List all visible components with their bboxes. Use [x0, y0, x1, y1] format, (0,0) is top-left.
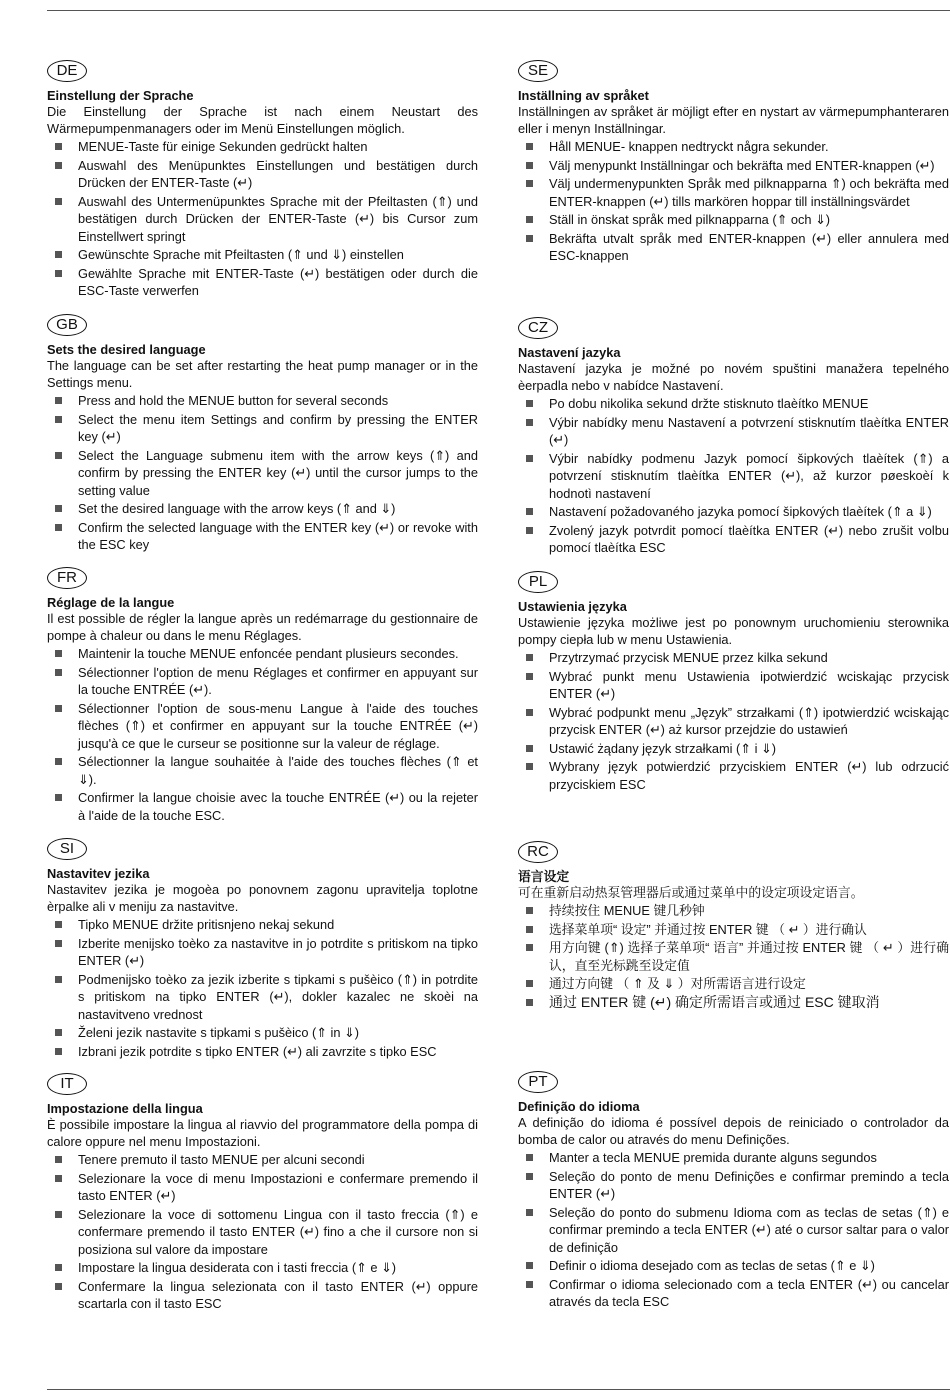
- list-item: [47, 1278, 478, 1313]
- steps-list: [518, 138, 949, 265]
- step-text: Manter a tecla MENUE premida durante alguns segundos: [549, 1150, 877, 1165]
- step-text: Selezionare la voce di sottomenu Lingua con il tasto freccia (⇑) e confermare premendo il tasto ENTER (↵) fino a che il cursore non si posiziona sul valore da impostare: [78, 1206, 478, 1257]
- section-heading: Nastavení jazyka: [518, 345, 621, 360]
- step-text: Wybrać podpunkt menu „Język” strzałkami (⇑) ipotwierdzić wciskając przycisk ENTER (↵) aż kursor przejdzie do ustawień: [549, 704, 949, 737]
- square-bullet-icon: [526, 1173, 533, 1180]
- section-heading: Inställning av språket: [518, 88, 649, 103]
- step-text: Przytrzymać przycisk MENUE przez kilka sekund: [549, 650, 828, 665]
- list-item: [47, 138, 478, 156]
- section-intro: Ustawienie języka możliwe jest po ponownym uruchomieniu sterownika pompy ciepła lub w menu Ustawienia.: [518, 615, 949, 647]
- step-text: Gewählte Sprache mit ENTER-Taste (↵) bestätigen oder durch die ESC-Taste verwerfen: [78, 265, 478, 298]
- step-text: Välj undermenypunkten Språk med pilknapparna ⇑) och bekräfta med ENTER-knappen (↵) tills markören hoppar till inställningsvärdet: [549, 176, 949, 209]
- list-item: [518, 1168, 949, 1203]
- step-text: Nastavení požadovaného jazyka pomocí šipkových tlaèítek (⇑ a ⇓): [549, 504, 932, 519]
- step-text: Wybrany język potwierdzić przyciskiem ENTER (↵) lub odrzucić przyciskiem ESC: [549, 759, 949, 792]
- section-cz: [518, 317, 949, 558]
- step-text: Auswahl des Untermenüpunktes Sprache mit der Pfeiltasten (⇑) und bestätigen durch Drücken der ENTER-Taste (↵) bis Cursor zum Einstellwert springt: [78, 193, 478, 244]
- list-item: [518, 668, 949, 703]
- step-text: Ustawić żądany język strzałkami (⇑ i ⇓): [549, 740, 776, 756]
- section-intro: 可在重新启动热泵管理器后或通过菜单中的设定项设定语言。: [518, 885, 864, 900]
- step-text: 通过 ENTER 键 (↵) 确定所需语言或通过 ESC 键取消: [549, 993, 880, 1010]
- square-bullet-icon: [55, 1264, 62, 1271]
- square-bullet-icon: [526, 1262, 533, 1269]
- square-bullet-icon: [55, 1156, 62, 1163]
- step-text: MENUE-Taste für einige Sekunden gedrückt halten: [78, 139, 368, 154]
- list-item: [47, 1206, 478, 1259]
- step-text: Set the desired language with the arrow keys (⇑ and ⇓): [78, 501, 396, 516]
- list-item: [518, 649, 949, 667]
- step-text: Výbir nabídky podmenu Jazyk pomocí šipkových tlaèítek (⇑) a potvrzení stisknutím tlaèítka ENTER (↵), až kurzor pøeskoèí k hodnotì nastavení: [549, 450, 949, 501]
- step-text: Sélectionner l'option de menu Réglages et confirmer en appuyant sur la touche ENTRÉE (↵).: [78, 664, 478, 697]
- square-bullet-icon: [526, 162, 533, 169]
- square-bullet-icon: [55, 452, 62, 459]
- list-item: [47, 500, 478, 518]
- list-item: [518, 414, 949, 449]
- step-text: Želeni jezik nastavite s tipkami s pušèico (⇑ in ⇓): [78, 1025, 360, 1040]
- square-bullet-icon: [55, 524, 62, 531]
- list-item: [518, 138, 949, 156]
- square-bullet-icon: [55, 1175, 62, 1182]
- section-intro: Nastavení jazyka je možné po novém spuštini manažera tepelného èerpadla nebo v nabídce Nastavení.: [518, 361, 949, 393]
- square-bullet-icon: [526, 999, 533, 1006]
- section-si: [47, 838, 478, 1061]
- list-item: [518, 921, 949, 939]
- square-bullet-icon: [526, 455, 533, 462]
- list-item: [47, 916, 478, 934]
- square-bullet-icon: [526, 926, 533, 933]
- step-text: Definir o idioma desejado com as teclas de setas (⇑ e ⇓): [549, 1258, 875, 1273]
- steps-list: [47, 1151, 478, 1313]
- list-item: [518, 211, 949, 229]
- square-bullet-icon: [526, 763, 533, 770]
- square-bullet-icon: [526, 654, 533, 661]
- step-text: Confermare la lingua selezionata con il tasto ENTER (↵) oppure scartarla con il tasto ESC: [78, 1278, 478, 1311]
- square-bullet-icon: [55, 1048, 62, 1055]
- step-text: Sélectionner la langue souhaitée à l'aide des touches flèches (⇑ et ⇓).: [78, 754, 478, 787]
- top-rule: [47, 10, 950, 11]
- list-item: [47, 1151, 478, 1169]
- square-bullet-icon: [55, 505, 62, 512]
- step-text: 持续按住 MENUE 键几秒钟: [549, 903, 705, 918]
- list-item: [47, 447, 478, 500]
- list-item: [518, 522, 949, 557]
- section-intro: È possibile impostare la lingua al riavvio del programmatore della pompa di calore oppure nel menu Impostazioni.: [47, 1117, 478, 1149]
- list-item: [47, 411, 478, 446]
- square-bullet-icon: [526, 1154, 533, 1161]
- step-text: Maintenir la touche MENUE enfoncée pendant plusieurs secondes.: [78, 646, 459, 661]
- step-text: Select the Language submenu item with the arrow keys (⇑) and confirm by pressing the ENTER key (↵) until the cursor jumps to the setting value: [78, 447, 478, 498]
- language-badge: PL: [518, 571, 558, 593]
- language-badge: FR: [47, 567, 87, 589]
- list-item: [518, 230, 949, 265]
- steps-list: [518, 902, 949, 1011]
- square-bullet-icon: [55, 397, 62, 404]
- language-badge: SI: [47, 838, 87, 860]
- step-text: Confirm the selected language with the ENTER key (↵) or revoke with the ESC key: [78, 519, 478, 552]
- square-bullet-icon: [55, 976, 62, 983]
- list-item: [47, 246, 478, 264]
- list-item: [518, 939, 949, 974]
- list-item: [518, 175, 949, 210]
- step-text: Seleção do ponto de menu Definições e confirmar premindo a tecla ENTER (↵): [549, 1168, 949, 1201]
- list-item: [47, 193, 478, 246]
- step-text: Impostare la lingua desiderata con i tasti freccia (⇑ e ⇓): [78, 1260, 397, 1275]
- language-badge: SE: [518, 60, 558, 82]
- step-text: Podmenijsko toèko za jezik izberite s tipkami s pušèico (⇑) in potrdite s pritiskom na tipko ENTER (↵), dokler kazalec ne skoèi na nastavitveno vrednost: [78, 971, 478, 1022]
- section-pt: [518, 1071, 949, 1312]
- list-item: [518, 994, 949, 1012]
- list-item: [518, 740, 949, 758]
- list-item: [47, 1024, 478, 1042]
- list-item: [518, 395, 949, 413]
- list-item: [518, 758, 949, 793]
- section-intro: Nastavitev jezika je mogoèa po ponovnem zagonu upravitelja toplotne èrpalke ali v meniju za nastavitve.: [47, 882, 478, 914]
- section-gb: [47, 314, 478, 555]
- section-pl: [518, 571, 949, 794]
- language-badge: GB: [47, 314, 87, 336]
- section-heading: Impostazione della lingua: [47, 1101, 203, 1116]
- step-text: Håll MENUE- knappen nedtryckt några sekunder.: [549, 139, 829, 154]
- square-bullet-icon: [526, 180, 533, 187]
- list-item: [47, 645, 478, 663]
- square-bullet-icon: [55, 921, 62, 928]
- square-bullet-icon: [526, 709, 533, 716]
- step-text: Selezionare la voce di menu Impostazioni e confermare premendo il tasto ENTER (↵): [78, 1170, 478, 1203]
- list-item: [518, 503, 949, 521]
- step-text: Confirmer la langue choisie avec la touche ENTRÉE (↵) ou la rejeter à l'aide de la touche ESC.: [78, 790, 478, 823]
- step-text: Bekräfta utvalt språk med ENTER-knappen (↵) eller annulera med ESC-knappen: [549, 230, 949, 263]
- steps-list: [47, 138, 478, 300]
- step-text: 选择菜单项“ 设定” 并通过按 ENTER 键 （ ↵ ）进行确认: [549, 921, 867, 937]
- list-item: [518, 704, 949, 739]
- section-intro: A definição do idioma é possível depois de reiniciado o controlador da bomba de calor ou através do menu Definições.: [518, 1115, 949, 1147]
- square-bullet-icon: [526, 944, 533, 951]
- list-item: [47, 753, 478, 788]
- section-heading: Sets the desired language: [47, 342, 206, 357]
- square-bullet-icon: [526, 1281, 533, 1288]
- square-bullet-icon: [55, 705, 62, 712]
- step-text: Confirmar o idioma selecionado com a tecla ENTER (↵) ou cancelar através da tecla ESC: [549, 1276, 949, 1309]
- list-item: [518, 1204, 949, 1257]
- step-text: Wybrać punkt menu Ustawienia ipotwierdzić wciskając przycisk ENTER (↵): [549, 668, 949, 701]
- square-bullet-icon: [55, 143, 62, 150]
- square-bullet-icon: [526, 400, 533, 407]
- list-item: [47, 1043, 478, 1061]
- square-bullet-icon: [526, 1209, 533, 1216]
- square-bullet-icon: [55, 416, 62, 423]
- square-bullet-icon: [526, 673, 533, 680]
- step-text: Tipko MENUE držite pritisnjeno nekaj sekund: [78, 917, 335, 932]
- section-de: [47, 60, 478, 301]
- list-item: [47, 700, 478, 753]
- square-bullet-icon: [526, 508, 533, 515]
- language-badge: DE: [47, 60, 87, 82]
- square-bullet-icon: [526, 745, 533, 752]
- section-se: [518, 60, 949, 266]
- section-rc: [518, 841, 949, 1012]
- list-item: [518, 1257, 949, 1275]
- step-text: Gewünschte Sprache mit Pfeiltasten (⇑ und ⇓) einstellen: [78, 247, 404, 262]
- step-text: Sélectionner l'option de sous-menu Langue à l'aide des touches flèches (⇑) et confirmer en appuyant sur la touche ENTRÉE (↵) jusqu'à ce que le curseur se positionne sur la valeur de réglage.: [78, 700, 478, 751]
- step-text: Izberite menijsko toèko za nastavitve in jo potrdite s pritiskom na tipko ENTER (↵): [78, 935, 478, 968]
- language-badge: IT: [47, 1073, 87, 1095]
- section-intro: Die Einstellung der Sprache ist nach einem Neustart des Wärmepumpenmanagers oder im Menü Einstellungen möglich.: [47, 104, 478, 136]
- steps-list: [518, 649, 949, 793]
- step-text: Auswahl des Menüpunktes Einstellungen und bestätigen durch Drücken der ENTER-Taste (↵): [78, 157, 478, 190]
- section-intro: Il est possible de régler la langue après un redémarrage du gestionnaire de pompe à chaleur ou dans le menu Réglages.: [47, 611, 478, 643]
- square-bullet-icon: [55, 1211, 62, 1218]
- steps-list: [47, 392, 478, 554]
- list-item: [518, 1149, 949, 1167]
- list-item: [47, 265, 478, 300]
- square-bullet-icon: [526, 143, 533, 150]
- list-item: [47, 392, 478, 410]
- square-bullet-icon: [526, 527, 533, 534]
- square-bullet-icon: [55, 1283, 62, 1290]
- square-bullet-icon: [526, 907, 533, 914]
- list-item: [47, 935, 478, 970]
- step-text: 通过方向键 （ ⇑ 及 ⇓ ）对所需语言进行设定: [549, 976, 806, 991]
- square-bullet-icon: [526, 980, 533, 987]
- language-badge: RC: [518, 841, 558, 863]
- list-item: [47, 1259, 478, 1277]
- list-item: [47, 1170, 478, 1205]
- square-bullet-icon: [526, 419, 533, 426]
- section-fr: [47, 567, 478, 825]
- square-bullet-icon: [55, 669, 62, 676]
- section-heading: Nastavitev jezika: [47, 866, 150, 881]
- list-item: [518, 157, 949, 175]
- section-heading: Réglage de la langue: [47, 595, 175, 610]
- step-text: 用方向键 (⇑) 选择子菜单项“ 语言” 并通过按 ENTER 键 （ ↵ ）进行确认，直至光标跳至设定值: [549, 940, 949, 973]
- step-text: Tenere premuto il tasto MENUE per alcuni secondi: [78, 1152, 365, 1167]
- list-item: [47, 664, 478, 699]
- square-bullet-icon: [55, 270, 62, 277]
- list-item: [47, 519, 478, 554]
- step-text: Zvolený jazyk potvrdit pomocí tlaèítka ENTER (↵) nebo zrušit volbu pomocí tlaèítka ESC: [549, 522, 949, 555]
- square-bullet-icon: [55, 940, 62, 947]
- section-heading: Einstellung der Sprache: [47, 88, 194, 103]
- square-bullet-icon: [55, 251, 62, 258]
- square-bullet-icon: [55, 758, 62, 765]
- square-bullet-icon: [55, 650, 62, 657]
- step-text: Ställ in önskat språk med pilknapparna (⇑ och ⇓): [549, 212, 831, 227]
- steps-list: [47, 645, 478, 824]
- list-item: [47, 157, 478, 192]
- step-text: Välj menypunkt Inställningar och bekräfta med ENTER-knappen (↵): [549, 157, 935, 173]
- section-intro: The language can be set after restarting the heat pump manager or in the Settings menu.: [47, 358, 478, 390]
- step-text: Press and hold the MENUE button for several seconds: [78, 393, 389, 408]
- list-item: [47, 971, 478, 1024]
- square-bullet-icon: [55, 198, 62, 205]
- section-intro: Inställningen av språket är möjligt efter en nystart av värmepumphanteraren eller i menyn Inställningar.: [518, 104, 949, 136]
- list-item: [518, 975, 949, 993]
- bottom-rule: [47, 1389, 950, 1390]
- square-bullet-icon: [55, 1029, 62, 1036]
- step-text: Po dobu nikolika sekund držte stisknuto tlaèítko MENUE: [549, 396, 869, 411]
- square-bullet-icon: [55, 162, 62, 169]
- step-text: Select the menu item Settings and confirm by pressing the ENTER key (↵): [78, 411, 478, 444]
- steps-list: [47, 916, 478, 1060]
- list-item: [47, 789, 478, 824]
- steps-list: [518, 395, 949, 557]
- list-item: [518, 450, 949, 503]
- square-bullet-icon: [55, 794, 62, 801]
- square-bullet-icon: [526, 216, 533, 223]
- step-text: Seleção do ponto do submenu Idioma com as teclas de setas (⇑) e confirmar premindo a tecla ENTER (↵) até o cursor saltar para o valor de definição: [549, 1204, 949, 1255]
- square-bullet-icon: [526, 235, 533, 242]
- section-heading: Definição do idioma: [518, 1099, 640, 1114]
- steps-list: [518, 1149, 949, 1311]
- step-text: Výbir nabídky menu Nastavení a potvrzení stisknutím tlaèítka ENTER (↵): [549, 414, 949, 447]
- section-it: [47, 1073, 478, 1314]
- language-badge: CZ: [518, 317, 558, 339]
- list-item: [518, 1276, 949, 1311]
- list-item: [518, 902, 949, 920]
- section-heading: Ustawienia języka: [518, 599, 627, 614]
- language-badge: PT: [518, 1071, 558, 1093]
- step-text: Izbrani jezik potrdite s tipko ENTER (↵) ali zavrzite s tipko ESC: [78, 1043, 437, 1059]
- section-heading: 语言设定: [518, 869, 570, 884]
